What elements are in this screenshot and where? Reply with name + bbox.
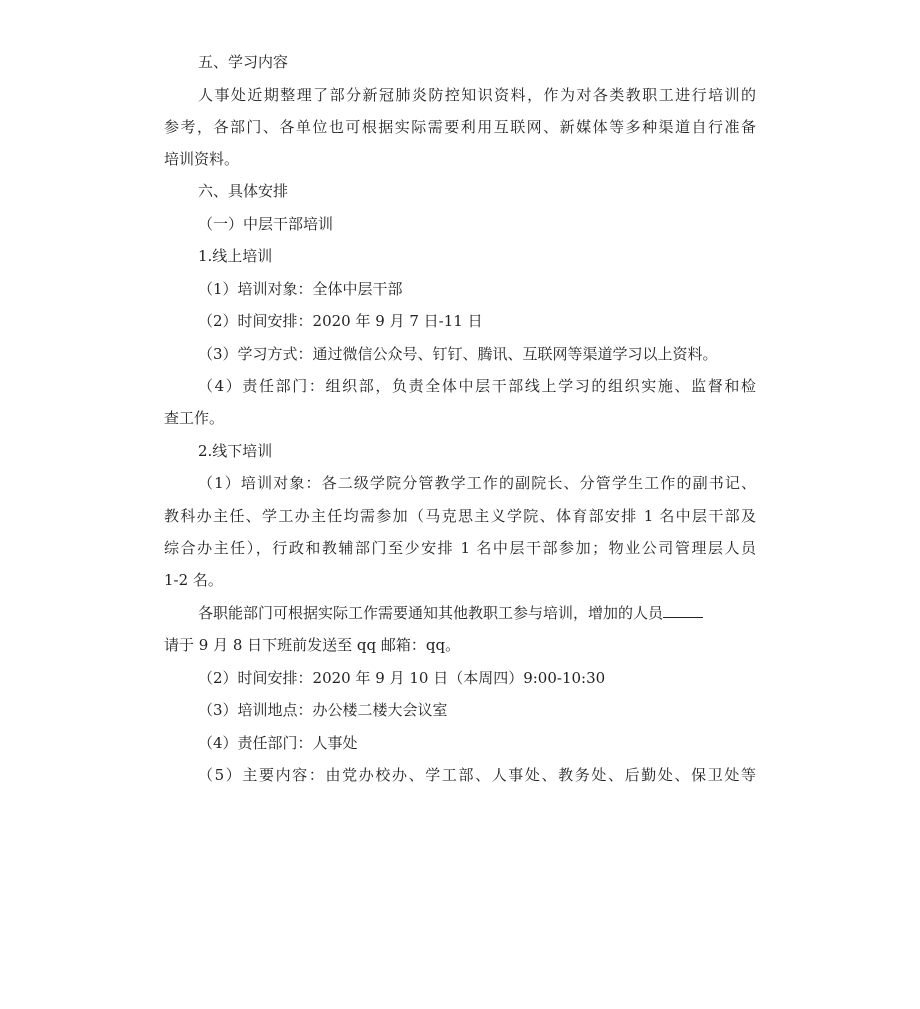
section-5-paragraph-line-3: 培训资料。 [164, 150, 240, 168]
online-item-4-line-2: 查工作。 [164, 409, 225, 427]
section-5-paragraph-line-2: 参考，各部门、各单位也可根据实际需要利用互联网、新媒体等多种渠道自行准备 [164, 118, 756, 136]
online-item-2: （2）时间安排：2020 年 9 月 7 日-11 日 [198, 312, 483, 330]
notify-text: 各职能部门可根据实际工作需要通知其他教职工参与培训，增加的人员 [198, 604, 664, 622]
subsection-1-title: （一）中层干部培训 [198, 215, 334, 233]
online-item-3: （3）学习方式：通过微信公众号、钉钉、腾讯、互联网等渠道学习以上资料。 [198, 345, 718, 363]
offline-item-3: （3）培训地点：办公楼二楼大会议室 [198, 701, 448, 719]
offline-item-1-line-2: 教科办主任、学工办主任均需参加（马克思主义学院、体育部安排 1 名中层干部及 [164, 507, 756, 525]
notify-paragraph-line-1 [198, 603, 920, 623]
fill-in-blank [663, 603, 703, 618]
offline-item-5: （5）主要内容：由党办校办、学工部、人事处、教务处、后勤处、保卫处等 [198, 766, 756, 784]
online-item-4-line-1: （4）责任部门：组织部，负责全体中层干部线上学习的组织实施、监督和检 [198, 377, 756, 395]
notify-paragraph-line-2: 请于 9 月 8 日下班前发送至 qq 邮箱：qq。 [164, 636, 461, 654]
section-5-title: 五、学习内容 [198, 53, 289, 71]
offline-item-1-line-3: 综合办主任），行政和教辅部门至少安排 1 名中层干部参加；物业公司管理层人员 [164, 539, 756, 557]
section-6-title: 六、具体安排 [198, 182, 289, 200]
offline-item-1-line-4: 1-2 名。 [164, 571, 223, 589]
offline-item-4: （4）责任部门：人事处 [198, 734, 358, 752]
online-item-1: （1）培训对象：全体中层干部 [198, 280, 403, 298]
offline-item-2: （2）时间安排：2020 年 9 月 10 日（本周四）9:00-10:30 [198, 669, 606, 687]
section-5-paragraph-line-1: 人事处近期整理了部分新冠肺炎防控知识资料，作为对各类教职工进行培训的 [198, 86, 756, 104]
offline-training-title: 2.线下培训 [198, 442, 273, 460]
offline-item-1-line-1: （1）培训对象：各二级学院分管教学工作的副院长、分管学生工作的副书记、 [198, 474, 756, 492]
online-training-title: 1.线上培训 [198, 247, 273, 265]
